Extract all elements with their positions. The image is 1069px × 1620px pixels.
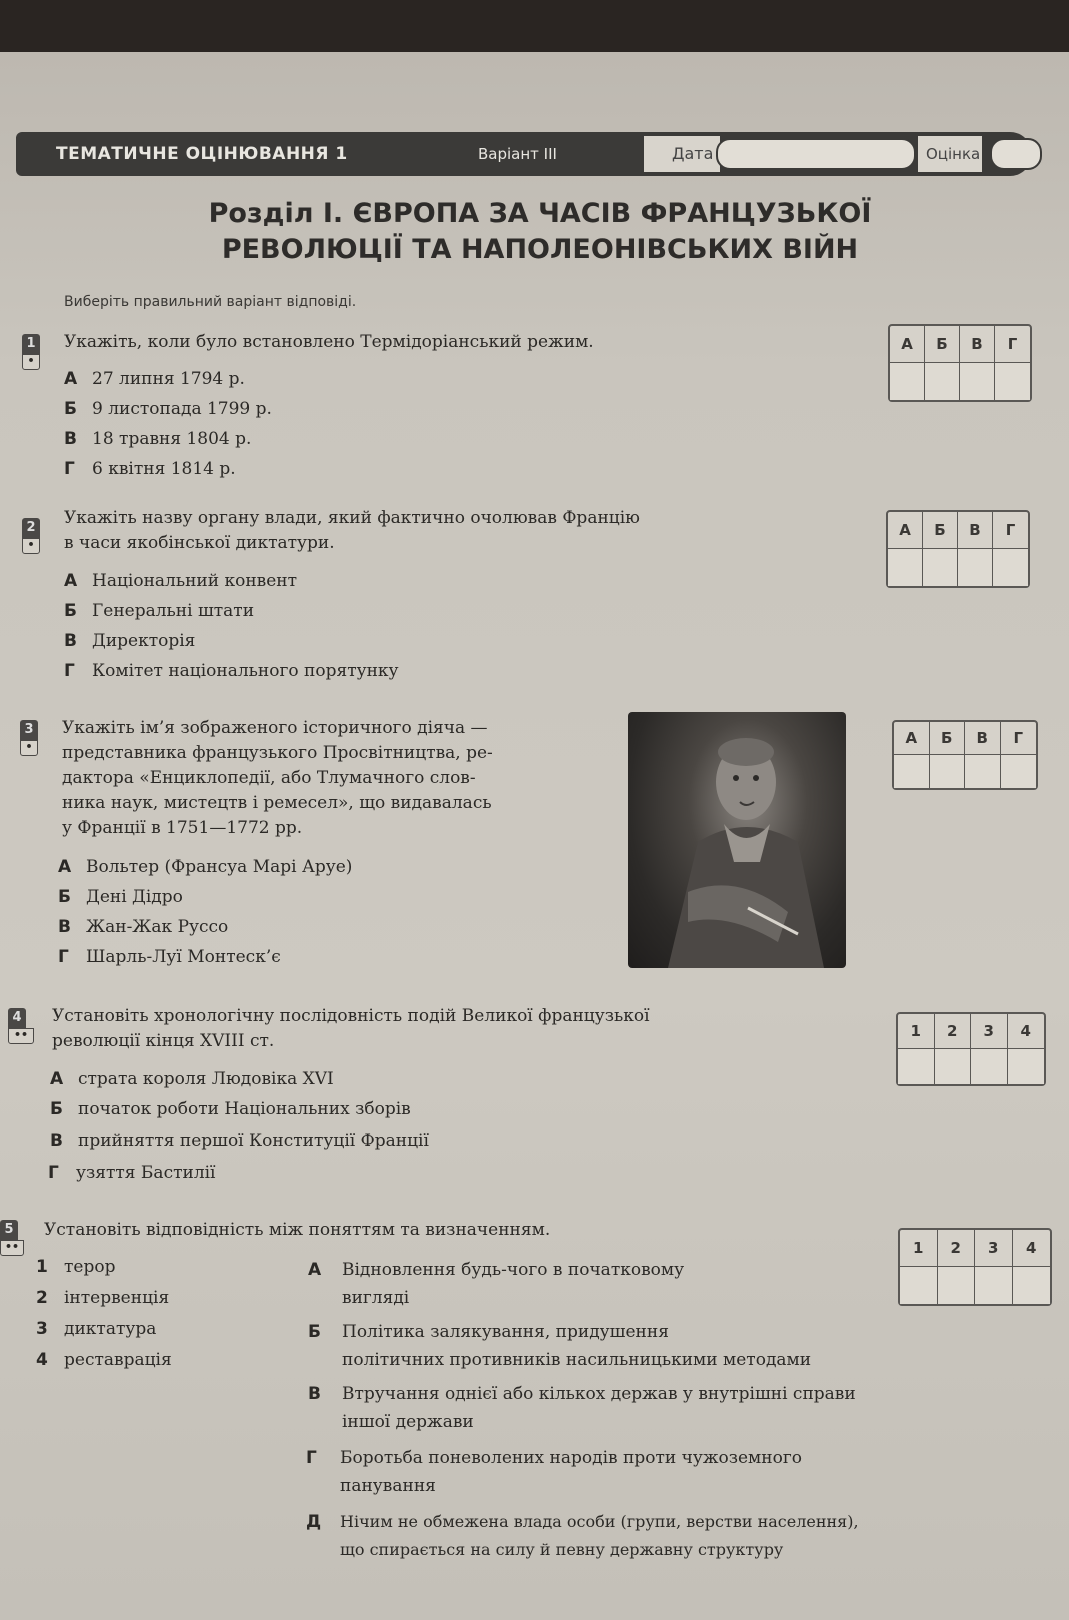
variant-label: Варіант III <box>478 145 557 163</box>
answer-option[interactable]: Г 6 квітня 1814 р. <box>64 459 236 479</box>
grade-field[interactable] <box>990 138 1042 170</box>
grid-answer-cell[interactable] <box>1001 755 1037 788</box>
answer-option[interactable]: Г Комітет національного порятунку <box>64 661 399 681</box>
grid-answer-cell[interactable] <box>960 363 995 400</box>
question-text: Укажіть, коли було встановлено Термідоріанський режим. <box>64 332 594 352</box>
grade-label: Оцінка <box>918 136 982 172</box>
terms-column <box>36 1252 172 1376</box>
grid-header: 2 <box>935 1014 972 1049</box>
grid-answer-cell[interactable] <box>890 363 925 400</box>
grid-answer-cell[interactable] <box>894 755 930 788</box>
grid-header: А <box>888 512 923 549</box>
question-text: Установіть хронологічну послідовність подій Великої французької революції кінця XVIII ст. <box>52 1006 650 1051</box>
question-text: Укажіть ім’я зображеного історичного діяча — представника французького Просвітництва, ре- дактора «Енциклопедії, або Тлумачного слов- ника наук, мистецтв і ремесел», що видавалась у Франції в 1751—1772 рр. <box>62 718 493 838</box>
grid-header: 1 <box>900 1230 938 1267</box>
grid-answer-cell[interactable] <box>965 755 1001 788</box>
question-number: 2 <box>22 518 40 538</box>
answer-option[interactable]: А Вольтер (Франсуа Марі Аруе) <box>58 857 353 877</box>
grid-answer-cell[interactable] <box>958 549 993 586</box>
answer-grid[interactable] <box>888 324 1032 402</box>
grid-header: Г <box>995 326 1030 363</box>
grid-header: В <box>965 722 1001 755</box>
definition-item: В Втручання однієї або кількох держав у внутрішні справи іншої держави <box>308 1384 856 1432</box>
grid-header: В <box>958 512 993 549</box>
question-number: 5 <box>0 1220 18 1240</box>
definition-item: Б Політика залякування, придушення політичних противників насильницькими методами <box>308 1322 812 1370</box>
grid-answer-cell[interactable] <box>971 1049 1008 1084</box>
grid-answer-cell[interactable] <box>888 549 923 586</box>
grid-header: 4 <box>1013 1230 1051 1267</box>
answer-option[interactable]: Б Генеральні штати <box>64 601 255 621</box>
instruction: Виберіть правильний варіант відповіді. <box>64 294 357 310</box>
difficulty-dots: •• <box>8 1028 34 1044</box>
answer-option[interactable]: В Директорія <box>64 631 196 651</box>
question-text: Укажіть назву органу влади, який фактично очолював Францію в часи якобінської диктатури. <box>64 508 640 553</box>
grid-header: 3 <box>975 1230 1013 1267</box>
term-item: 4 реставрація <box>36 1350 172 1370</box>
grid-answer-cell[interactable] <box>993 549 1028 586</box>
term-item: 2 інтервенція <box>36 1288 170 1308</box>
definition-item: Г Боротьба поневолених народів проти чужоземного панування <box>306 1448 802 1496</box>
portrait-illustration <box>628 712 846 968</box>
answer-option[interactable]: Б Дені Дідро <box>58 887 183 907</box>
grid-header: А <box>890 326 925 363</box>
difficulty-dots: •• <box>0 1240 24 1256</box>
grid-answer-cell[interactable] <box>923 549 958 586</box>
answer-option[interactable]: А страта короля Людовіка XVI <box>50 1069 334 1089</box>
answer-grid[interactable] <box>896 1012 1046 1086</box>
portrait-image <box>628 712 846 968</box>
section-title-line1: Розділ І. ЄВРОПА ЗА ЧАСІВ ФРАНЦУЗЬКОЇ <box>208 198 872 229</box>
answer-option[interactable]: В Жан-Жак Руссо <box>58 917 229 937</box>
grid-answer-cell[interactable] <box>975 1267 1013 1304</box>
date-field[interactable] <box>716 138 916 170</box>
answer-grid[interactable] <box>886 510 1030 588</box>
grid-answer-cell[interactable] <box>1008 1049 1045 1084</box>
question-number: 1 <box>22 334 40 354</box>
difficulty-dots: • <box>22 354 40 370</box>
grid-header: А <box>894 722 930 755</box>
section-title-line2: РЕВОЛЮЦІЇ ТА НАПОЛЕОНІВСЬКИХ ВІЙН <box>221 234 859 265</box>
difficulty-dots: • <box>20 740 38 756</box>
grid-header: Б <box>923 512 958 549</box>
header-bar <box>16 132 1032 176</box>
answer-option[interactable]: Б початок роботи Національних зборів <box>50 1099 411 1119</box>
grid-answer-cell[interactable] <box>938 1267 976 1304</box>
answer-option[interactable]: Б 9 листопада 1799 р. <box>64 399 272 419</box>
grid-answer-cell[interactable] <box>900 1267 938 1304</box>
date-label: Дата <box>644 136 720 172</box>
section-title <box>180 196 900 268</box>
grid-header: 1 <box>898 1014 935 1049</box>
term-item: 3 диктатура <box>36 1319 157 1339</box>
grid-answer-cell[interactable] <box>925 363 960 400</box>
answer-option[interactable]: Г узяття Бастилії <box>48 1163 216 1183</box>
grid-header: В <box>960 326 995 363</box>
answer-option[interactable]: А 27 липня 1794 р. <box>64 369 245 389</box>
answer-grid[interactable] <box>898 1228 1052 1306</box>
grid-header: 2 <box>938 1230 976 1267</box>
difficulty-dots: • <box>22 538 40 554</box>
grid-answer-cell[interactable] <box>1013 1267 1051 1304</box>
worksheet-title: ТЕМАТИЧНЕ ОЦІНЮВАННЯ 1 <box>56 144 348 164</box>
grid-header: 3 <box>971 1014 1008 1049</box>
grid-header: Б <box>930 722 966 755</box>
answer-grid[interactable] <box>892 720 1038 790</box>
grid-answer-cell[interactable] <box>898 1049 935 1084</box>
grid-header: Б <box>925 326 960 363</box>
answer-option[interactable]: А Національний конвент <box>64 571 298 591</box>
question-number: 4 <box>8 1008 26 1028</box>
grid-answer-cell[interactable] <box>935 1049 972 1084</box>
grid-header: Г <box>1001 722 1037 755</box>
question-number: 3 <box>20 720 38 740</box>
grid-answer-cell[interactable] <box>995 363 1030 400</box>
answer-option[interactable]: В 18 травня 1804 р. <box>64 429 252 449</box>
grid-answer-cell[interactable] <box>930 755 966 788</box>
answer-option[interactable]: Г Шарль-Луї Монтеск’є <box>58 947 281 967</box>
grid-header: 4 <box>1008 1014 1045 1049</box>
answer-option[interactable]: В прийняття першої Конституції Франції <box>50 1131 429 1151</box>
definition-item: Д Нічим не обмежена влада особи (групи, верстви населення), що спирається на силу й певну державну структуру <box>306 1512 859 1559</box>
definition-item: А Відновлення будь-чого в початковому вигляді <box>308 1260 685 1308</box>
grid-header: Г <box>993 512 1028 549</box>
question-text: Установіть відповідність між поняттям та визначенням. <box>44 1220 551 1240</box>
term-item: 1 терор <box>36 1257 116 1277</box>
